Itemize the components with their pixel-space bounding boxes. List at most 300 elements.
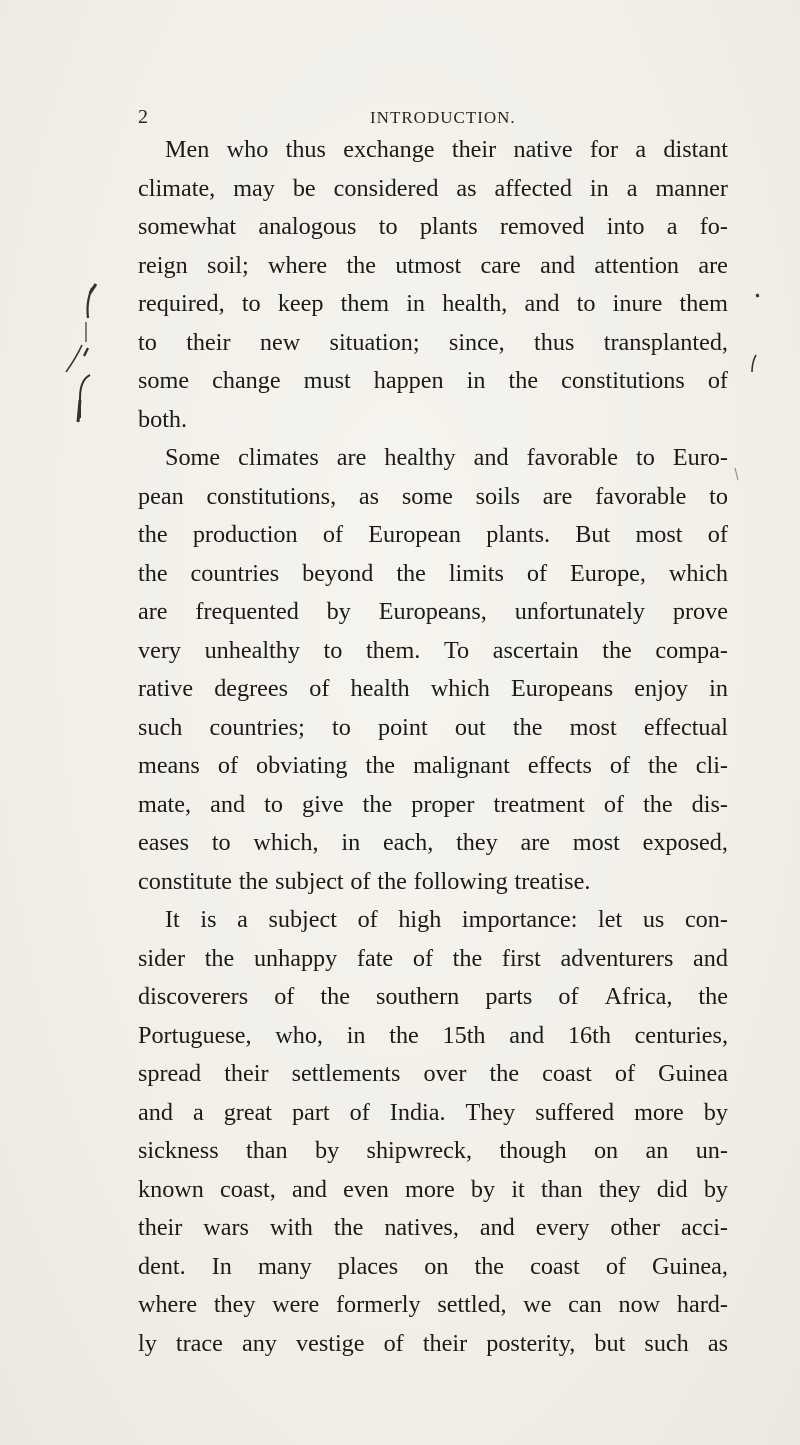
word: exchange — [343, 136, 435, 163]
word: European — [368, 521, 461, 548]
word: them — [679, 290, 728, 317]
word: them — [340, 290, 390, 317]
word: are — [698, 251, 728, 279]
word: required, — [138, 290, 225, 317]
word: now — [618, 1291, 661, 1318]
word: unhealthy — [204, 636, 300, 664]
word: of — [707, 367, 728, 394]
word: manner — [655, 174, 728, 202]
word: 16th — [567, 1021, 611, 1049]
word: somewhat — [138, 213, 237, 240]
word: of — [707, 521, 728, 548]
word: most — [572, 829, 620, 856]
word: un- — [695, 1137, 728, 1164]
word: eases — [138, 829, 190, 856]
word: be — [292, 174, 316, 202]
word: Some — [165, 444, 221, 471]
word: they — [456, 829, 498, 856]
word: may — [233, 174, 275, 202]
word: some — [138, 367, 190, 394]
word: the — [377, 867, 407, 895]
text-line — [138, 1055, 728, 1094]
word: us — [642, 906, 665, 933]
word: considered — [333, 174, 439, 202]
text-line — [138, 1325, 728, 1364]
word: effectual — [643, 713, 728, 741]
word: exposed, — [642, 829, 728, 856]
word: their — [422, 1329, 468, 1357]
word: a — [237, 906, 248, 933]
word: where — [268, 251, 328, 279]
text-line — [138, 324, 728, 363]
word: than — [245, 1137, 288, 1164]
word: limits — [448, 559, 504, 587]
text-line — [138, 170, 728, 209]
word: distant — [663, 136, 728, 163]
word: climates — [238, 444, 319, 471]
word: in — [466, 367, 486, 394]
word: the — [365, 752, 396, 779]
word: In — [211, 1252, 232, 1280]
text-line — [138, 632, 728, 671]
word: southern — [375, 983, 460, 1010]
word: of — [526, 559, 548, 587]
word: the — [204, 944, 235, 972]
text-line — [138, 940, 728, 979]
word: for — [589, 136, 619, 163]
word: vestige — [295, 1329, 365, 1357]
word: Guinea, — [652, 1252, 728, 1280]
word: the — [362, 790, 393, 818]
word: of — [309, 675, 330, 702]
word: their — [186, 328, 231, 356]
text-line — [138, 1017, 728, 1056]
word: India. — [389, 1098, 446, 1126]
word: natives, — [384, 1214, 459, 1241]
word: some — [401, 482, 453, 510]
word: dent. — [138, 1252, 186, 1280]
word: suffered — [535, 1098, 615, 1126]
word: of — [383, 1329, 404, 1357]
text-line — [138, 786, 728, 825]
word: which, — [253, 829, 319, 856]
word: thus — [285, 136, 326, 163]
word: more — [634, 1098, 684, 1126]
word: a — [666, 213, 678, 240]
text-line — [138, 670, 728, 709]
word: fo- — [699, 213, 728, 240]
word: shipwreck, — [366, 1137, 473, 1164]
word: of — [603, 790, 625, 818]
word: in — [341, 829, 361, 856]
body-text — [138, 131, 728, 1363]
word: were — [272, 1291, 320, 1318]
word: proper — [411, 790, 475, 818]
word: spread — [138, 1060, 202, 1087]
word: than — [540, 1175, 583, 1203]
word: can — [568, 1291, 602, 1318]
word: as — [456, 174, 477, 202]
word: Men — [165, 136, 210, 163]
word: let — [598, 906, 623, 933]
word: to — [378, 213, 398, 240]
word: the — [489, 1060, 520, 1087]
word: pean — [138, 482, 184, 510]
word: transplanted, — [603, 328, 728, 356]
word: posterity, — [486, 1329, 576, 1357]
word: treatment — [493, 790, 585, 818]
word: trace — [175, 1329, 223, 1357]
word: it — [511, 1175, 525, 1203]
word: They — [465, 1098, 516, 1126]
word: the — [602, 636, 632, 664]
word: on — [593, 1137, 619, 1164]
word: the — [452, 944, 483, 972]
word: production — [192, 521, 298, 548]
word: health, — [442, 290, 508, 317]
word: such — [644, 1329, 689, 1357]
word: as — [358, 482, 380, 510]
word: known — [138, 1175, 204, 1203]
word: though — [499, 1137, 567, 1164]
word: high — [398, 906, 442, 933]
word: most — [569, 713, 617, 741]
word: native — [513, 136, 573, 163]
word: and — [479, 1214, 515, 1241]
word: are — [520, 829, 551, 856]
text-line — [138, 1094, 728, 1133]
word: situation; — [329, 328, 420, 356]
word: to — [709, 482, 728, 510]
word: Guinea — [658, 1060, 728, 1087]
word: analogous — [258, 213, 357, 240]
word: and — [540, 251, 576, 279]
word: but — [594, 1329, 626, 1357]
word: wars — [203, 1214, 249, 1241]
text-line — [138, 1132, 728, 1171]
word: by — [703, 1175, 728, 1203]
word: to — [635, 444, 655, 471]
word: formerly — [335, 1291, 421, 1318]
word: unfortunately — [514, 598, 646, 625]
word: we — [523, 1291, 552, 1318]
word: the — [474, 1252, 505, 1280]
word: constitutions — [561, 367, 685, 394]
word: and — [693, 944, 728, 972]
word: them. — [365, 636, 421, 664]
word: rative — [138, 675, 194, 702]
word: parts — [485, 983, 533, 1010]
word: acci- — [681, 1214, 728, 1241]
word: plants — [419, 213, 478, 240]
word: part — [292, 1098, 330, 1126]
word: frequented — [195, 598, 299, 625]
text-line — [138, 747, 728, 786]
text-line — [138, 824, 728, 863]
word: their — [224, 1060, 269, 1087]
word: which — [430, 675, 490, 702]
word: must — [303, 367, 351, 394]
word: on — [424, 1252, 449, 1280]
word: of — [614, 1060, 636, 1087]
word: in — [709, 675, 728, 702]
word: prove — [672, 598, 728, 625]
text-line — [138, 863, 728, 902]
word: and — [524, 290, 560, 317]
text-line — [138, 1209, 728, 1248]
word: degrees — [214, 675, 289, 702]
word: sider — [138, 944, 186, 972]
word: healthy — [384, 444, 456, 471]
word: the — [138, 521, 168, 548]
word: To — [443, 636, 470, 664]
word: even — [343, 1175, 389, 1203]
running-head — [138, 106, 728, 130]
word: removed — [499, 213, 585, 240]
text-line — [138, 901, 728, 940]
word: which — [668, 559, 728, 587]
word: with — [269, 1214, 313, 1241]
word: adventurers — [560, 944, 674, 972]
word: Euro- — [672, 444, 728, 471]
word: settlements — [291, 1060, 401, 1087]
word: of — [350, 867, 371, 895]
word: they — [213, 1291, 256, 1318]
word: centuries, — [634, 1021, 728, 1049]
word: a — [626, 174, 638, 202]
word: to — [576, 290, 596, 317]
word: of — [558, 983, 579, 1010]
word: the — [333, 1214, 364, 1241]
word: each, — [382, 829, 434, 856]
text-line — [138, 593, 728, 632]
word: coast, — [220, 1175, 276, 1203]
word: in — [346, 1021, 366, 1049]
word: by — [326, 598, 351, 625]
word: most — [635, 521, 683, 548]
word: health — [350, 675, 410, 702]
text-line — [138, 555, 728, 594]
word: unhappy — [253, 944, 338, 972]
word: soils — [475, 482, 521, 510]
word: constitutions, — [206, 482, 337, 510]
word: means — [138, 752, 200, 779]
word: of — [412, 944, 433, 972]
word: con- — [684, 906, 728, 933]
word: dis- — [691, 790, 728, 818]
word: both. — [138, 405, 188, 433]
word: their — [451, 136, 497, 163]
word: the — [698, 983, 728, 1010]
word: Portuguese, — [138, 1021, 252, 1049]
text-line — [138, 1248, 728, 1287]
word: an — [645, 1137, 669, 1164]
word: the — [508, 367, 539, 394]
word: effects — [527, 752, 592, 779]
word: keep — [277, 290, 324, 317]
word: by — [703, 1098, 728, 1126]
word: countries — [190, 559, 280, 587]
word: compa- — [655, 636, 728, 664]
word: affected — [494, 174, 572, 202]
word: did — [656, 1175, 688, 1203]
word: constitute — [138, 867, 233, 895]
word: fate — [356, 944, 394, 972]
word: discoverers — [138, 983, 249, 1010]
word: beyond — [302, 559, 374, 587]
word: by — [470, 1175, 496, 1203]
word: of — [274, 983, 295, 1010]
word: change — [212, 367, 281, 394]
word: their — [138, 1214, 183, 1241]
word: Africa, — [604, 983, 673, 1010]
word: settled, — [437, 1291, 507, 1318]
word: 15th — [442, 1021, 486, 1049]
word: cli- — [695, 752, 728, 779]
word: sickness — [138, 1137, 219, 1164]
text-line — [138, 401, 728, 440]
word: the — [238, 867, 269, 895]
word: are — [336, 444, 367, 471]
word: importance: — [461, 906, 578, 933]
word: treatise. — [514, 867, 591, 895]
word: other — [610, 1214, 661, 1241]
word: where — [138, 1291, 198, 1318]
word: enjoy — [634, 675, 689, 702]
word: the — [346, 251, 377, 279]
word: places — [337, 1252, 399, 1280]
word: first — [501, 944, 541, 972]
text-line — [138, 478, 728, 517]
word: and — [292, 1175, 327, 1203]
word: and — [210, 790, 246, 818]
word: the — [643, 790, 673, 818]
word: give — [301, 790, 344, 818]
word: and — [509, 1021, 545, 1049]
word: such — [138, 713, 183, 741]
word: hard- — [676, 1291, 728, 1318]
word: the — [320, 983, 350, 1010]
word: utmost — [395, 251, 462, 279]
word: a — [192, 1098, 204, 1126]
text-line — [138, 439, 728, 478]
word: of — [217, 752, 238, 779]
text-line — [138, 1171, 728, 1210]
page-number: 2 — [138, 106, 148, 128]
word: favorable — [526, 444, 618, 471]
word: of — [357, 906, 378, 933]
word: thus — [534, 328, 575, 356]
word: out — [454, 713, 486, 741]
word: Europeans — [511, 675, 614, 702]
word: subject — [275, 867, 344, 895]
word: any — [241, 1329, 277, 1357]
word: very — [138, 636, 181, 664]
word: ly — [138, 1329, 157, 1357]
word: who, — [275, 1021, 323, 1049]
word: the — [138, 559, 168, 587]
text-line — [138, 362, 728, 401]
text-line — [138, 208, 728, 247]
word: of — [322, 521, 344, 548]
word: the — [389, 1021, 419, 1049]
word: in — [589, 174, 609, 202]
word: are — [542, 482, 573, 510]
word: into — [606, 213, 645, 240]
word: inure — [612, 290, 663, 317]
word: point — [377, 713, 428, 741]
word: obviating — [256, 752, 348, 779]
word: subject — [268, 906, 337, 933]
word: over — [423, 1060, 467, 1087]
word: care — [480, 251, 521, 279]
word: are — [138, 598, 168, 625]
word: But — [575, 521, 611, 548]
word: happen — [373, 367, 444, 394]
word: countries; — [209, 713, 305, 741]
word: to — [138, 328, 157, 356]
word: reign — [138, 251, 188, 279]
text-line — [138, 285, 728, 324]
word: mate, — [138, 790, 192, 818]
word: every — [535, 1214, 590, 1241]
word: following — [413, 867, 508, 895]
word: attention — [594, 251, 680, 279]
word: many — [257, 1252, 312, 1280]
word: the — [396, 559, 426, 587]
word: to — [211, 829, 231, 856]
word: by — [315, 1137, 340, 1164]
text-line — [138, 978, 728, 1017]
word: coast — [542, 1060, 592, 1087]
word: is — [200, 906, 217, 933]
text-line — [138, 516, 728, 555]
word: new — [259, 328, 301, 356]
word: soil; — [207, 251, 249, 279]
word: of — [349, 1098, 370, 1126]
word: and — [473, 444, 509, 471]
word: malignant — [413, 752, 510, 779]
word: ascertain — [492, 636, 579, 664]
word: since, — [448, 328, 505, 356]
word: they — [598, 1175, 641, 1203]
word: of — [609, 752, 631, 779]
word: It — [165, 906, 180, 933]
word: to — [332, 713, 351, 741]
word: to — [323, 636, 343, 664]
text-line — [138, 131, 728, 170]
word: great — [223, 1098, 273, 1126]
word: the — [512, 713, 543, 741]
word: the — [648, 752, 678, 779]
text-line — [138, 709, 728, 748]
word: of — [605, 1252, 626, 1280]
word: as — [707, 1329, 728, 1357]
word: plants. — [486, 521, 551, 548]
word: who — [226, 136, 269, 163]
word: coast — [530, 1252, 580, 1280]
word: climate, — [138, 174, 216, 202]
word: in — [406, 290, 426, 317]
word: more — [405, 1175, 455, 1203]
running-title: INTRODUCTION. — [370, 108, 516, 127]
word: Europe, — [570, 559, 646, 587]
word: and — [138, 1098, 173, 1126]
word: favorable — [595, 482, 687, 510]
word: to — [264, 790, 283, 818]
word: a — [635, 136, 647, 163]
text-line — [138, 247, 728, 286]
